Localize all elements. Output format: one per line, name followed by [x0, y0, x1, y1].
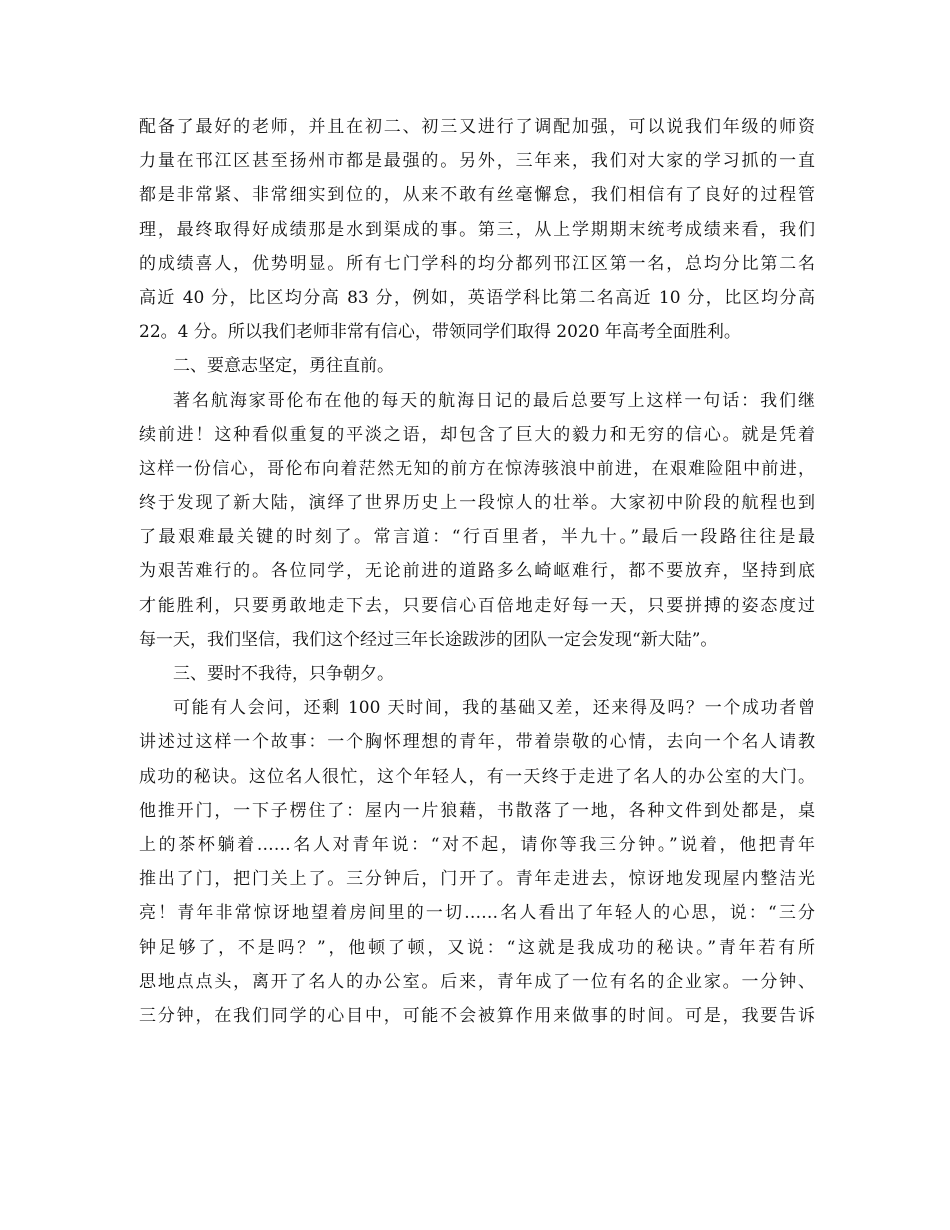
text-line: 力量在邗江区甚至扬州市都是最强的。另外，三年来，我们对大家的学习抓的一直: [139, 151, 815, 172]
text-line: 的成绩喜人，优势明显。所有七门学科的均分都列邗江区第一名，总均分比第二名: [139, 253, 815, 274]
text-line: 22。4 分。所以我们老师非常有信心，带领同学们取得 2020 年高考全面胜利。: [139, 322, 741, 343]
text-line: 理，最终取得好成绩那是水到渠成的事。第三，从上学期期末统考成绩来看，我们: [139, 219, 815, 240]
section-heading: 二、要意志坚定，勇往直前。: [173, 356, 394, 377]
text-line: 上的茶杯躺着……名人对青年说：“对不起，请你等我三分钟。”说着，他把青年: [139, 834, 815, 855]
text-line: 高近 40 分，比区均分高 83 分，例如，英语学科比第二名高近 10 分，比区均分高: [139, 287, 815, 308]
text-line: 推出了门，把门关上了。三分钟后，门开了。青年走进去，惊讶地发现屋内整洁光: [139, 869, 815, 890]
text-line: 可能有人会问，还剩 100 天时间，我的基础又差，还来得及吗？一个成功者曾: [173, 698, 815, 719]
text-line: 为艰苦难行的。各位同学，无论前进的道路多么崎岖难行，都不要放弃，坚持到底: [139, 561, 815, 582]
text-line: 讲述过这样一个故事：一个胸怀理想的青年，带着崇敬的心情，去向一个名人请教: [139, 732, 815, 753]
text-line: 每一天，我们坚信，我们这个经过三年长途跋涉的团队一定会发现“新大陆”。: [139, 629, 718, 650]
text-line: 思地点点头，离开了名人的办公室。后来，青年成了一位有名的企业家。一分钟、: [139, 971, 815, 992]
text-line: 续前进！这种看似重复的平淡之语，却包含了巨大的毅力和无穷的信心。就是凭着: [139, 424, 815, 445]
text-line: 他推开门，一下子楞住了：屋内一片狼藉，书散落了一地，各种文件到处都是，桌: [139, 800, 815, 821]
document-body: [139, 110, 815, 1033]
text-line: 终于发现了新大陆，演绎了世界历史上一段惊人的壮举。大家初中阶段的航程也到: [139, 493, 815, 514]
text-line: 都是非常紧、非常细实到位的，从来不敢有丝毫懈怠，我们相信有了良好的过程管: [139, 185, 815, 206]
text-line: 成功的秘诀。这位名人很忙，这个年轻人，有一天终于走进了名人的办公室的大门。: [139, 766, 815, 787]
text-line: 配备了最好的老师，并且在初二、初三又进行了调配加强，可以说我们年级的师资: [139, 117, 815, 137]
section-heading: 三、要时不我待，只争朝夕。: [173, 664, 394, 684]
text-line: 三分钟，在我们同学的心目中，可能不会被算作用来做事的时间。可是，我要告诉: [139, 1005, 815, 1026]
text-line: 这样一份信心，哥伦布向着茫然无知的前方在惊涛骇浪中前进，在艰难险阻中前进，: [139, 458, 815, 479]
text-line: 亮！青年非常惊讶地望着房间里的一切……名人看出了年轻人的心思，说：“三分: [139, 903, 815, 924]
text-line: 著名航海家哥伦布在他的每天的航海日记的最后总要写上这样一句话：我们继: [173, 390, 815, 411]
text-line: 了最艰难最关键的时刻了。常言道：“行百里者，半九十。”最后一段路往往是最: [139, 527, 815, 548]
text-line: 钟足够了，不是吗？”，他顿了顿，又说：“这就是我成功的秘诀。”青年若有所: [139, 937, 815, 958]
text-line: 才能胜利，只要勇敢地走下去，只要信心百倍地走好每一天，只要拼搏的姿态度过: [139, 595, 815, 616]
